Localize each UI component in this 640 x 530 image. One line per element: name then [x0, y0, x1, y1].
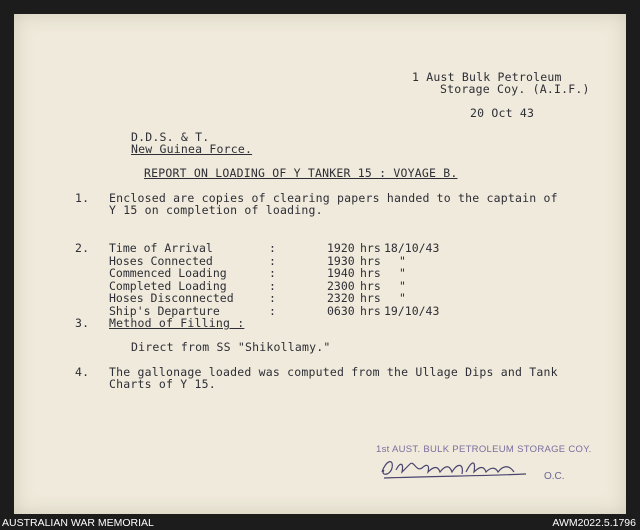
separator: :	[269, 253, 276, 268]
archive-credit: AUSTRALIAN WAR MEMORIAL	[2, 517, 154, 529]
addressee-line1: D.D.S. & T.	[131, 130, 210, 144]
event-time: 1930	[327, 253, 355, 268]
report-subject: REPORT ON LOADING OF Y TANKER 15 : VOYAGE B.	[144, 166, 458, 180]
unit-name-line2: Storage Coy. (A.I.F.)	[440, 82, 590, 96]
paragraph-3-body: Direct from SS "Shikollamy."	[131, 340, 331, 354]
time-unit: hrs	[360, 266, 381, 280]
archive-reference: AWM2022.5.1796	[552, 517, 636, 529]
paragraph-1-line1: Enclosed are copies of clearing papers handed to the captain of	[109, 191, 558, 205]
document-date: 20 Oct 43	[470, 106, 535, 120]
time-unit: hrs	[360, 241, 381, 255]
event-label: Commenced Loading	[109, 266, 227, 280]
paragraph-4-line1: The gallonage loaded was computed from the Ullage Dips and Tank	[109, 365, 558, 379]
event-label: Time of Arrival	[109, 241, 213, 255]
paragraph-2-number: 2.	[75, 241, 90, 255]
event-date: "	[399, 253, 406, 268]
event-label: Hoses Connected	[109, 253, 213, 268]
separator: :	[269, 266, 276, 280]
paragraph-4-line2: Charts of Y 15.	[109, 377, 216, 391]
separator: :	[269, 241, 276, 255]
officer-commanding-label: O.C.	[544, 471, 565, 482]
table-row	[109, 242, 469, 255]
unit-name-line1: 1 Aust Bulk Petroleum	[412, 70, 562, 84]
document-page	[14, 14, 626, 514]
event-time: 1940	[327, 266, 355, 280]
event-date: 19/10/43	[384, 303, 440, 318]
event-date: "	[399, 266, 406, 280]
event-date: "	[399, 291, 406, 305]
time-unit: hrs	[360, 291, 381, 305]
handwritten-signature	[376, 450, 546, 484]
event-time: 1920	[327, 241, 355, 255]
time-unit: hrs	[360, 278, 381, 293]
addressee-line2: New Guinea Force.	[131, 142, 253, 156]
event-time: 0630	[327, 303, 355, 318]
event-date: "	[399, 278, 406, 293]
event-time: 2320	[327, 291, 355, 305]
event-label: Completed Loading	[109, 278, 227, 293]
paragraph-3-number: 3.	[75, 316, 90, 330]
event-label: Ship's Departure	[109, 303, 220, 318]
event-date: 18/10/43	[384, 241, 440, 255]
paragraph-4-number: 4.	[75, 365, 90, 379]
table-row	[109, 267, 469, 280]
separator: :	[269, 303, 276, 318]
unit-stamp: 1st AUST. BULK PETROLEUM STORAGE COY.	[376, 444, 592, 455]
event-time: 2300	[327, 278, 355, 293]
separator: :	[269, 278, 276, 293]
paragraph-1-line2: Y 15 on completion of loading.	[109, 203, 323, 217]
loading-times-table	[109, 242, 469, 317]
paragraph-1-number: 1.	[75, 191, 90, 205]
separator: :	[269, 291, 276, 305]
event-label: Hoses Disconnected	[109, 291, 234, 305]
time-unit: hrs	[360, 303, 381, 318]
time-unit: hrs	[360, 253, 381, 268]
paragraph-3-heading: Method of Filling :	[109, 316, 245, 330]
table-row	[109, 292, 469, 305]
